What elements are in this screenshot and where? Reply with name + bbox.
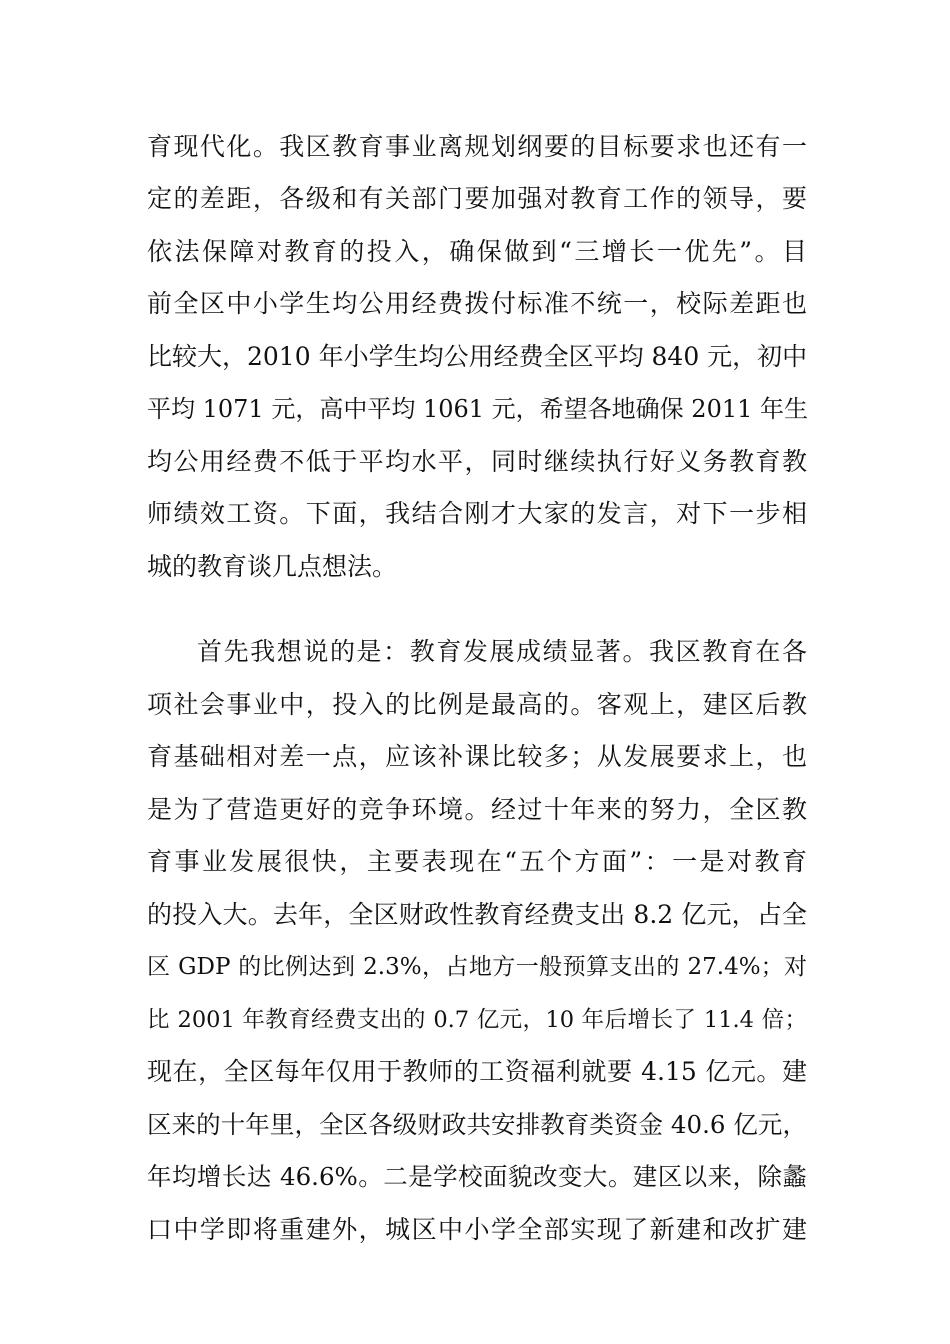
paragraph-1-line-1: 育现代化。我区教育事业离规划纲要的目标要求也还有一 bbox=[147, 132, 807, 161]
paragraph-1-line-5: 比较大，2010 年小学生均公用经费全区平均 840 元，初中 bbox=[147, 342, 808, 371]
paragraph-2-line-1: 首先我想说的是：教育发展成绩显著。我区教育在各 bbox=[197, 637, 807, 666]
paragraph-1-line-4: 前全区中小学生均公用经费拨付标准不统一，校际差距也 bbox=[147, 289, 807, 318]
paragraph-1-line-8: 师绩效工资。下面，我结合刚才大家的发言，对下一步相 bbox=[147, 499, 807, 528]
paragraph-2-line-7: 区 GDP 的比例达到 2.3%，占地方一般预算支出的 27.4%；对 bbox=[147, 954, 807, 980]
paragraph-1-line-7: 均公用经费不低于平均水平，同时继续执行好义务教育教 bbox=[147, 447, 807, 476]
paragraph-2-line-4: 是为了营造更好的竞争环境。经过十年来的努力，全区教 bbox=[147, 795, 807, 824]
paragraph-2-line-3: 育基础相对差一点，应该补课比较多；从发展要求上，也 bbox=[147, 742, 807, 771]
paragraph-2-line-10: 区来的十年里，全区各级财政共安排教育类资金 40.6 亿元， bbox=[147, 1110, 807, 1139]
paragraph-2-line-2: 项社会事业中，投入的比例是最高的。客观上，建区后教 bbox=[147, 690, 807, 719]
paragraph-2-line-5: 育事业发展很快，主要表现在“五个方面”：一是对教育 bbox=[147, 847, 807, 876]
paragraph-2-line-9: 现在，全区每年仅用于教师的工资福利就要 4.15 亿元。建 bbox=[147, 1057, 807, 1086]
paragraph-2-line-8: 比 2001 年教育经费支出的 0.7 亿元，10 年后增长了 11.4 倍； bbox=[147, 1007, 807, 1033]
paragraph-1-line-9: 城的教育谈几点想法。 bbox=[147, 552, 398, 581]
paragraph-2-line-12: 口中学即将重建外，城区中小学全部实现了新建和改扩建 bbox=[147, 1215, 807, 1244]
paragraph-1-line-2: 定的差距，各级和有关部门要加强对教育工作的领导，要 bbox=[147, 184, 807, 213]
paragraph-2-line-11: 年均增长达 46.6%。二是学校面貌改变大。建区以来，除蠡 bbox=[147, 1162, 807, 1191]
paragraph-2-line-6: 的投入大。去年，全区财政性教育经费支出 8.2 亿元，占全 bbox=[147, 900, 807, 929]
paragraph-1-line-6: 平均 1071 元，高中平均 1061 元，希望各地确保 2011 年生 bbox=[147, 395, 809, 423]
paragraph-1-line-3: 依法保障对教育的投入，确保做到“三增长一优先”。目 bbox=[147, 237, 807, 266]
